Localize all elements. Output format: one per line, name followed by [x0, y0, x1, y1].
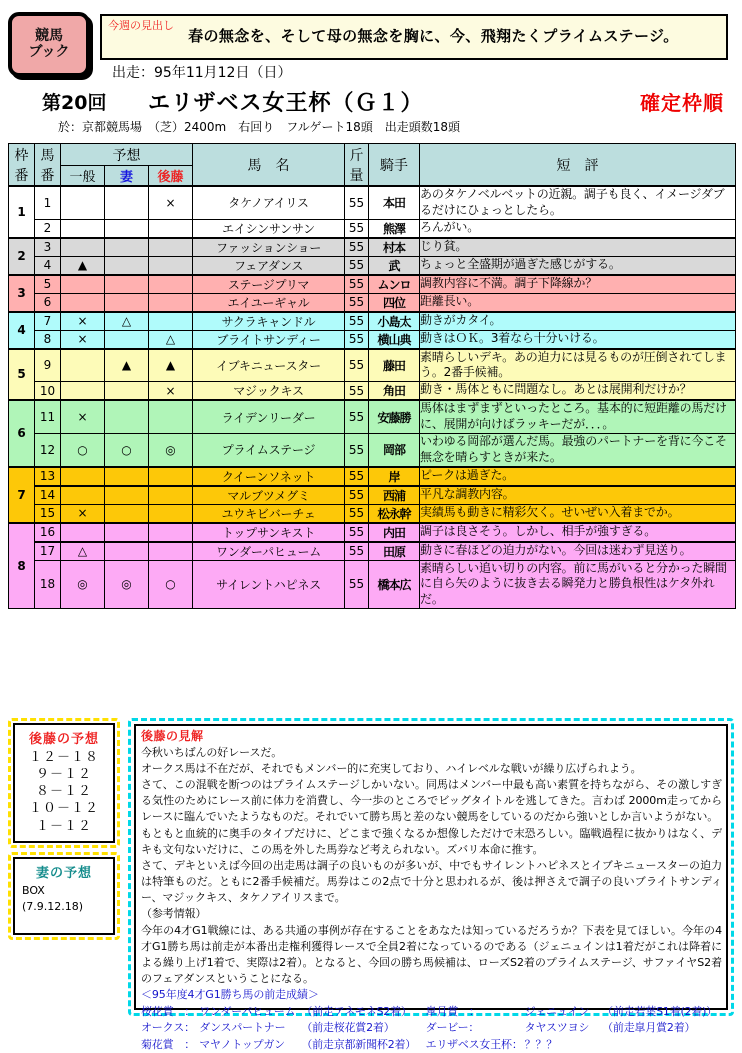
table-row[interactable]	[9, 349, 736, 382]
race-name: エリザベス女王杯（Ｇ１）	[148, 91, 424, 116]
ref-left-note: （前走アネモネS2着）	[301, 1004, 412, 1018]
prediction-general[interactable]	[61, 382, 105, 401]
headline-tag: 今週の見出し	[108, 19, 174, 32]
reference-table-title: ＜95年度4才G1勝ち馬の前走成績＞	[141, 988, 319, 1002]
carried-weight: 55	[345, 486, 369, 505]
prediction-general[interactable]	[61, 523, 105, 542]
table-row[interactable]	[9, 293, 736, 312]
horse-number: 8	[35, 330, 61, 349]
prediction-wife[interactable]	[105, 256, 149, 275]
carried-weight: 55	[345, 312, 369, 331]
table-row[interactable]	[9, 186, 736, 219]
prediction-general[interactable]: ×	[61, 312, 105, 331]
col-header-horse-number: 馬 番	[35, 144, 61, 187]
prediction-gotou[interactable]: ◎	[149, 433, 193, 466]
race-venue-info: 於：京都競馬場 （芝）2400m 右回り フルゲート18頭 出走頭数18頭	[58, 120, 461, 134]
table-row[interactable]	[9, 400, 736, 433]
jockey-name[interactable]: 橋本広	[369, 560, 420, 608]
gotou-pick-2: ９－１２	[35, 767, 92, 783]
table-row[interactable]	[9, 275, 736, 294]
carried-weight: 55	[345, 400, 369, 433]
gate-number: 5	[9, 349, 35, 401]
horse-number: 7	[35, 312, 61, 331]
jockey-name[interactable]: 横山典	[369, 330, 420, 349]
commentary-paragraph-1: 今秋いちばんの好レースだ。	[141, 745, 283, 759]
gate-number: 2	[9, 238, 35, 275]
prediction-general[interactable]: ○	[61, 433, 105, 466]
prediction-general[interactable]	[61, 467, 105, 486]
short-comment: 調子は良さそう。しかし、相手が強すぎる。	[420, 523, 736, 542]
prediction-gotou[interactable]	[149, 486, 193, 505]
jockey-name[interactable]: 松永幹	[369, 504, 420, 523]
horse-name[interactable]: ワンダーパヒューム	[193, 542, 345, 561]
prediction-wife[interactable]	[105, 219, 149, 238]
reference-row	[141, 1004, 722, 1021]
commentary-title: 後藤の見解	[141, 729, 204, 743]
wife-bet-type: BOX	[22, 883, 45, 897]
short-comment: 馬体はまずまずといったところ。基本的に短距離の馬だけに、展開が向けばラッキーだが．．．。	[420, 400, 736, 433]
jockey-name[interactable]: 安藤勝	[369, 400, 420, 433]
commentary-paragraph-4: もともと血統的に奥手のタイプだけに、どこまで強くなるか想像しただけで末恐ろしい。臨戦過程に抜かりはなく、デキも文句ないだけに、この馬を外した馬券など考えられない。ズバリ本命に推す。	[141, 826, 722, 856]
horse-number: 3	[35, 238, 61, 257]
jockey-name[interactable]: 熊澤	[369, 219, 420, 238]
horse-name[interactable]: ユウキビバーチェ	[193, 504, 345, 523]
prediction-gotou[interactable]	[149, 238, 193, 257]
gate-number: 3	[9, 275, 35, 312]
col-header-predictions: 予想	[61, 144, 193, 166]
carried-weight: 55	[345, 293, 369, 312]
prediction-general[interactable]	[61, 486, 105, 505]
reference-row	[141, 1020, 722, 1037]
prediction-gotou[interactable]	[149, 293, 193, 312]
commentary-box	[128, 718, 734, 1051]
short-comment: 動き・馬体ともに問題なし。あとは展開利だけか？	[420, 382, 736, 401]
prediction-wife[interactable]	[105, 523, 149, 542]
horse-number: 4	[35, 256, 61, 275]
horse-number: 14	[35, 486, 61, 505]
ref-right-note: （前走皐月賞2着）	[602, 1021, 696, 1035]
short-comment: じり貧。	[420, 238, 736, 257]
gotou-prediction-title: 後藤の予想	[28, 732, 99, 747]
table-row[interactable]	[9, 504, 736, 523]
horse-number: 9	[35, 349, 61, 382]
prediction-general[interactable]	[61, 186, 105, 219]
horse-number: 2	[35, 219, 61, 238]
ref-right-label: エリザベス女王杯：	[425, 1037, 523, 1051]
ref-right-note: （前走若葉S1着(2着)）	[602, 1004, 718, 1018]
prediction-gotou[interactable]: ○	[149, 560, 193, 608]
carried-weight: 55	[345, 238, 369, 257]
prediction-general[interactable]: ◎	[61, 560, 105, 608]
prediction-general[interactable]: ×	[61, 330, 105, 349]
logo-line-1: 競馬	[35, 27, 63, 44]
race-edition: 第20回	[42, 92, 107, 114]
prediction-wife[interactable]	[105, 330, 149, 349]
horse-name[interactable]: マルブツメグミ	[193, 486, 345, 505]
carried-weight: 55	[345, 523, 369, 542]
prediction-general[interactable]	[61, 238, 105, 257]
short-comment: ちょっと全盛期が過ぎた感じがする。	[420, 256, 736, 275]
horse-number: 13	[35, 467, 61, 486]
carried-weight: 55	[345, 504, 369, 523]
prediction-wife[interactable]	[105, 504, 149, 523]
carried-weight: 55	[345, 275, 369, 294]
ref-right-label: 皐月賞 ：	[425, 1004, 480, 1018]
headline-text: 春の無念を、そして母の無念を胸に、今、飛翔たくプライムステージ。	[188, 27, 679, 45]
jockey-name[interactable]: 村本	[369, 238, 420, 257]
prediction-wife[interactable]	[105, 400, 149, 433]
col-header-gate: 枠 番	[9, 144, 35, 187]
prediction-gotou[interactable]: ×	[149, 382, 193, 401]
horse-name[interactable]: エイユーギャル	[193, 293, 345, 312]
gotou-pick-1: １２－１８	[28, 750, 99, 765]
horse-number: 5	[35, 275, 61, 294]
ref-right-horse: ジェニュイン	[524, 1004, 590, 1018]
horse-number: 18	[35, 560, 61, 608]
table-row[interactable]	[9, 433, 736, 466]
short-comment: 距離長い。	[420, 293, 736, 312]
horse-number: 17	[35, 542, 61, 561]
table-row[interactable]	[9, 523, 736, 542]
prediction-wife[interactable]	[105, 542, 149, 561]
carried-weight: 55	[345, 433, 369, 466]
col-header-pred-gotou: 後藤	[149, 166, 193, 187]
horse-name[interactable]: サイレントハピネス	[193, 560, 345, 608]
prediction-gotou[interactable]	[149, 312, 193, 331]
ref-right-horse: ？？？	[524, 1037, 558, 1051]
site-logo	[8, 12, 90, 77]
jockey-name[interactable]: 本田	[369, 186, 420, 219]
table-row[interactable]	[9, 219, 736, 238]
jockey-name[interactable]: 田原	[369, 542, 420, 561]
table-row[interactable]	[9, 256, 736, 275]
prediction-general[interactable]	[61, 275, 105, 294]
commentary-reference-label: （参考情報）	[141, 907, 207, 921]
table-row[interactable]	[9, 467, 736, 486]
prediction-general[interactable]	[61, 293, 105, 312]
table-row[interactable]	[9, 330, 736, 349]
page-header	[0, 0, 742, 140]
horse-name[interactable]: ステージプリマ	[193, 275, 345, 294]
carried-weight: 55	[345, 382, 369, 401]
jockey-name[interactable]: 藤田	[369, 349, 420, 382]
prediction-general[interactable]: △	[61, 542, 105, 561]
short-comment: ピークは過ぎた。	[420, 467, 736, 486]
horse-name[interactable]: ブライトサンディー	[193, 330, 345, 349]
gotou-pick-3: ８－１２	[35, 784, 92, 800]
gate-number: 6	[9, 400, 35, 466]
jockey-name[interactable]: 内田	[369, 523, 420, 542]
reference-table	[141, 1004, 722, 1053]
horse-name[interactable]: クイーンソネット	[193, 467, 345, 486]
prediction-gotou[interactable]: ▲	[149, 349, 193, 382]
horse-name[interactable]: タケノアイリス	[193, 186, 345, 219]
prediction-general[interactable]: ×	[61, 400, 105, 433]
ref-left-horse: マヤノトップガン	[199, 1037, 285, 1051]
jockey-name[interactable]: 武	[369, 256, 420, 275]
jockey-name[interactable]: 小島太	[369, 312, 420, 331]
jockey-name[interactable]: 角田	[369, 382, 420, 401]
horse-name[interactable]: マジックキス	[193, 382, 345, 401]
short-comment: 素晴らしいデキ。あの迫力には見るものが圧倒されてしまう。2番手候補。	[420, 349, 736, 382]
table-row[interactable]	[9, 238, 736, 257]
jockey-name[interactable]: 西浦	[369, 486, 420, 505]
prediction-wife[interactable]	[105, 467, 149, 486]
predictions-column	[8, 718, 120, 944]
jockey-name[interactable]: ムンロ	[369, 275, 420, 294]
table-row[interactable]	[9, 560, 736, 608]
prediction-wife[interactable]	[105, 238, 149, 257]
prediction-gotou[interactable]	[149, 219, 193, 238]
horse-name[interactable]: ライデンリーダー	[193, 400, 345, 433]
horse-number: 16	[35, 523, 61, 542]
prediction-gotou[interactable]	[149, 504, 193, 523]
horse-name[interactable]: イブキニュースター	[193, 349, 345, 382]
col-header-jockey: 騎手	[369, 144, 420, 187]
gate-number: 1	[9, 186, 35, 238]
prediction-gotou[interactable]	[149, 275, 193, 294]
prediction-general[interactable]	[61, 349, 105, 382]
jockey-name[interactable]: 岡部	[369, 433, 420, 466]
horse-name[interactable]: エイシンサンサン	[193, 219, 345, 238]
carried-weight: 55	[345, 256, 369, 275]
status-badge: 確定枠順	[640, 91, 724, 115]
table-header	[9, 144, 736, 187]
commentary-paragraph-5: さて、デキといえば今回の出走馬は調子の良いものが多いが、中でもサイレントハピネスとイブキニュースターの迫力は特筆ものだ。ともに2番手候補だ。馬券はこの2点で十分と思われるが、後は押さえで調子の良いブライトサンディー、マジックキス、タケノアイリスまで。	[141, 858, 722, 905]
horse-number: 15	[35, 504, 61, 523]
short-comment: ろんがい。	[420, 219, 736, 238]
horse-name[interactable]: フェアダンス	[193, 256, 345, 275]
short-comment: 動きがカタイ。	[420, 312, 736, 331]
horse-name[interactable]: トップサンキスト	[193, 523, 345, 542]
logo-line-2: ブック	[28, 43, 70, 60]
ref-left-label: 桜花賞 ：	[141, 1004, 195, 1018]
gotou-pick-5: １－１２	[35, 818, 92, 834]
ref-right-note	[602, 1037, 722, 1053]
horse-number: 10	[35, 382, 61, 401]
table-row[interactable]	[9, 312, 736, 331]
horse-number: 1	[35, 186, 61, 219]
horse-number: 11	[35, 400, 61, 433]
ref-right-horse: タヤスツヨシ	[524, 1021, 590, 1035]
horse-name[interactable]: サクラキャンドル	[193, 312, 345, 331]
gate-number: 8	[9, 523, 35, 609]
wife-prediction-box	[8, 852, 120, 940]
commentary-paragraph-2: オークス馬は不在だが、それでもメンバー的に充実しており、ハイレベルな戦いが繰り広げられよう。	[141, 761, 642, 775]
short-comment: 素晴らしい追い切りの内容。前に馬がいると分かった瞬間に自ら矢のように抜き去る瞬発力と勝負根性はケタ外れだ。	[420, 560, 736, 608]
short-comment: 平凡な調教内容。	[420, 486, 736, 505]
horse-number: 12	[35, 433, 61, 466]
ref-left-horse: ダンスパートナー	[199, 1021, 286, 1035]
col-header-weight: 斤 量	[345, 144, 369, 187]
prediction-wife[interactable]	[105, 486, 149, 505]
short-comment: 動きに春ほどの迫力がない。今回は迷わず見送り。	[420, 542, 736, 561]
prediction-general[interactable]: ▲	[61, 256, 105, 275]
prediction-wife[interactable]	[105, 275, 149, 294]
gotou-pick-4: １０－１２	[28, 801, 99, 817]
short-comment: 調教内容に不満。調子下降線か？	[420, 275, 736, 294]
gate-number: 4	[9, 312, 35, 349]
ref-left-label: オークス：	[141, 1021, 195, 1035]
horse-number: 6	[35, 293, 61, 312]
carried-weight: 55	[345, 186, 369, 219]
prediction-gotou[interactable]	[149, 256, 193, 275]
carried-weight: 55	[345, 560, 369, 608]
ref-left-label: 菊花賞 ：	[141, 1037, 195, 1051]
ref-left-note: （前走京都新聞杯2着）	[301, 1037, 417, 1051]
race-card-table	[8, 143, 736, 609]
commentary-paragraph-7: 今年の4才G1戦線には、ある共通の事例が存在することをあなたは知っているだろうか？下表を見てほしい。今年の4才G1勝ち馬は前走が本番出走権利獲得レースで全員2着になっているのである（ジェニュインは1着だがこれは降着による繰り上げ1着で、実際は2着）。となると、今回の勝ち馬候補は、ローズS2着のプライムステージ、サファイヤS2着のフェアダンスということになる。	[141, 923, 722, 985]
short-comment: 動きはＯＫ。3着なら十分いける。	[420, 330, 736, 349]
carried-weight: 55	[345, 330, 369, 349]
wife-prediction-title: 妻の予想	[35, 865, 92, 881]
weekly-headline-box	[100, 14, 728, 60]
jockey-name[interactable]: 四位	[369, 293, 420, 312]
col-header-comment: 短 評	[420, 144, 736, 187]
horse-name[interactable]: プライムステージ	[193, 433, 345, 466]
prediction-wife[interactable]	[105, 293, 149, 312]
col-header-pred-general: 一般	[61, 166, 105, 187]
prediction-wife[interactable]: △	[105, 312, 149, 331]
carried-weight: 55	[345, 467, 369, 486]
short-comment: あのタケノベルベットの近親。調子も良く、イメージダブるだけにひょっとしたら。	[420, 186, 736, 219]
carried-weight: 55	[345, 542, 369, 561]
ref-left-horse: ワンダーパヒューム	[199, 1004, 296, 1018]
short-comment: 実績馬も動きに精彩欠く。せいぜい入着までか。	[420, 504, 736, 523]
ref-left-note: （前走桜花賞2着）	[301, 1021, 395, 1035]
prediction-general[interactable]: ×	[61, 504, 105, 523]
col-header-horse-name: 馬 名	[193, 144, 345, 187]
prediction-wife[interactable]: ○	[105, 433, 149, 466]
table-row[interactable]	[9, 542, 736, 561]
prediction-wife[interactable]	[105, 382, 149, 401]
prediction-gotou[interactable]: ×	[149, 186, 193, 219]
race-title-row	[0, 86, 742, 116]
prediction-wife[interactable]: ◎	[105, 560, 149, 608]
wife-bet-numbers: (7.9.12.18)	[22, 900, 84, 914]
col-header-pred-wife: 妻	[105, 166, 149, 187]
prediction-wife[interactable]: ▲	[105, 349, 149, 382]
jockey-name[interactable]: 岸	[369, 467, 420, 486]
ref-right-label: ダービー：	[425, 1021, 480, 1035]
prediction-gotou[interactable]	[149, 542, 193, 561]
prediction-gotou[interactable]	[149, 467, 193, 486]
gate-number: 7	[9, 467, 35, 523]
gotou-prediction-box	[8, 718, 120, 848]
carried-weight: 55	[345, 349, 369, 382]
prediction-wife[interactable]	[105, 186, 149, 219]
table-body	[9, 186, 736, 609]
horse-name[interactable]: ファッションショー	[193, 238, 345, 257]
bottom-section	[0, 718, 742, 1051]
prediction-general[interactable]	[61, 219, 105, 238]
table-row[interactable]	[9, 486, 736, 505]
prediction-gotou[interactable]	[149, 523, 193, 542]
table-row[interactable]	[9, 382, 736, 401]
reference-row	[141, 1037, 722, 1053]
commentary-paragraph-3: さて、この混戦を断つのはプライムステージしかいない。同馬はメンバー中最も高い素質を持ちながら、その激しすぎる気性のためにレース前に体力を消費し、今一歩のところでビッグタイトルを逃してきた。言わば 2000m走ってからレースに臨んでいたようなものだ。それでいて勝ち馬と差のない競馬をしているのだから強いとしか言いようがない。	[141, 778, 722, 824]
prediction-gotou[interactable]: △	[149, 330, 193, 349]
race-date: 出走：95年11月12日（日）	[112, 65, 292, 81]
short-comment: いわゆる岡部が選んだ馬。最強のパートナーを背に今こそ無念を晴らすときが来た。	[420, 433, 736, 466]
prediction-gotou[interactable]	[149, 400, 193, 433]
carried-weight: 55	[345, 219, 369, 238]
